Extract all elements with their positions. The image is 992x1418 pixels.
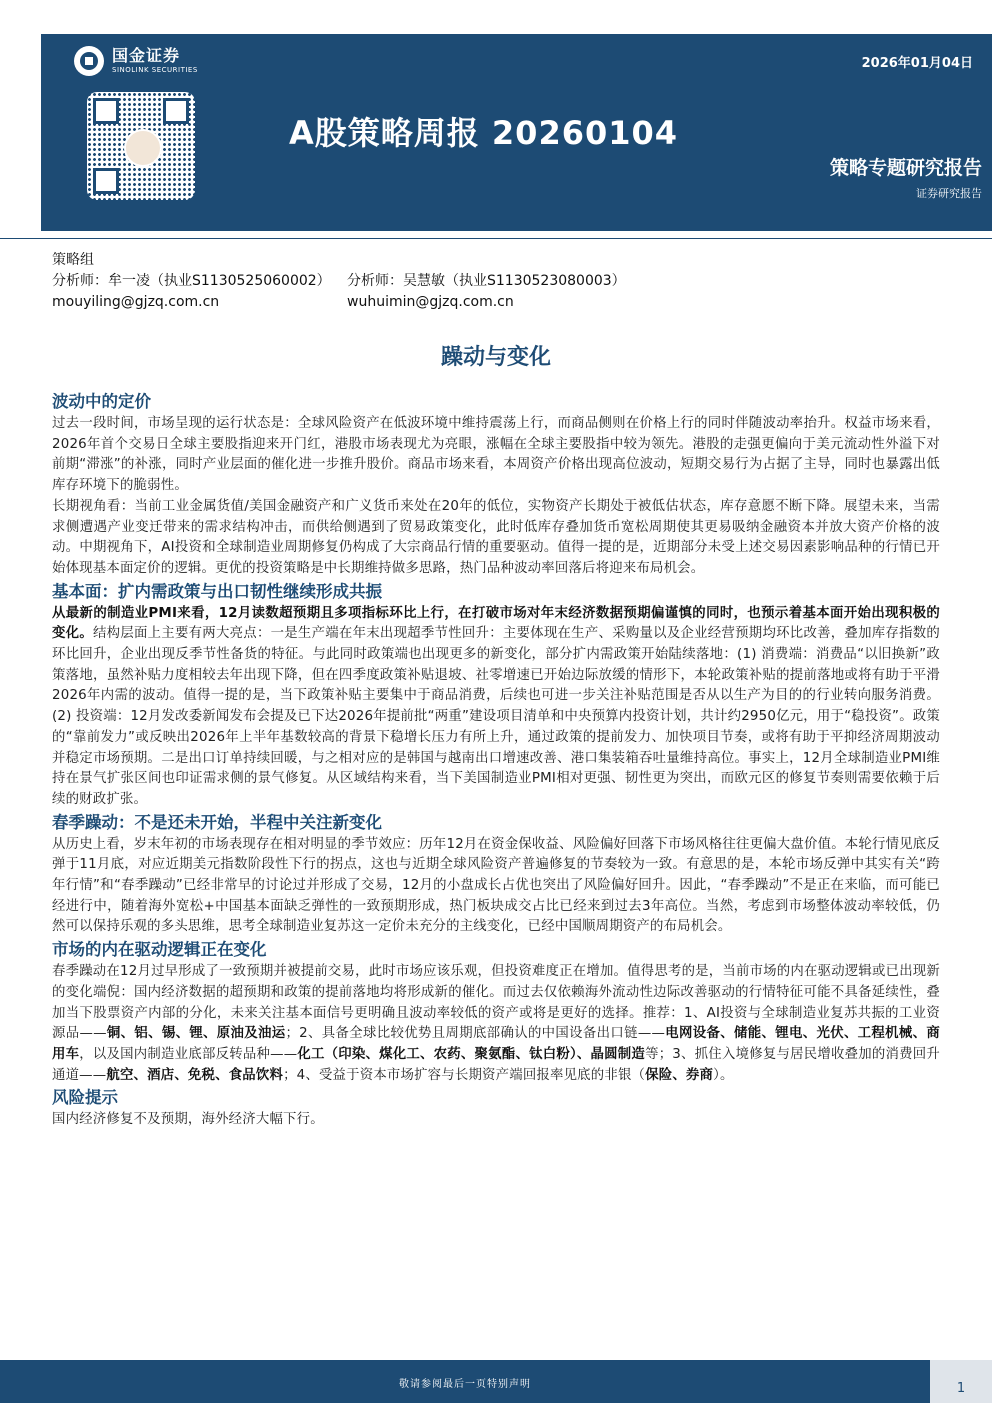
page-number: 1 xyxy=(930,1360,992,1403)
paragraph: 从历史上看，岁末年初的市场表现存在相对明显的季节效应：历年12月在资金保收益、风险偏好回落下市场风格往往更偏大盘价值。本轮行情见底反弹于11月底，对应近期美元指数阶段性下行的拐点，这也与近期全球风险资产普遍修复的节奏较为一致。有意思的是，本轮市场反弹中其实有关“跨年行情”和“春季躁动”已经非常早的讨论过并形成了交易，12月的小盘成长占优也突出了风险偏好回升。因此，“春季躁动”不是正在来临，而可能已经进行中，随着海外宽松+中国基本面缺乏弹性的一致预期形成，热门板块成交占比已经来到过去3年高位。当然，考虑到市场整体波动率较低，仍然可以保持乐观的多头思维，思考全球制造业复苏这一定价未充分的主线变化，已经中国顺周期资产的布局机会。 xyxy=(52,836,940,935)
analyst-1-name: 分析师：牟一凌（执业S1130525060002） xyxy=(52,273,331,289)
report-header xyxy=(41,34,992,231)
divider xyxy=(0,238,992,239)
paragraph: 长期视角看：当前工业金属货值/美国金融资产和广义货币来处在20年的低位，实物资产长期处于被低估状态，库存意愿不断下降。展望未来，当需求侧遭遇产业变迁带来的需求结构冲击，而供给侧遇到了贸易政策变化，此时低库存叠加货币宽松周期使其更易吸纳金融资本并放大资产价格的波动。中期视角下，AI投资和全球制造业周期修复仍构成了大宗商品行情的重要驱动。值得一提的是，近期部分未受上述交易因素影响品种的行情已开始体现基本面定价的逻辑。更优的投资策略是中长期维持做多思路，热门品种波动率回落后将迎来布局机会。 xyxy=(52,498,940,576)
bold-lead: 从最新的制造业PMI来看，12月读数超预期且多项指标环比上行，在打破市场对年末经济数据预期偏谨慎的同时，也预示着基本面开始出现积极的变化。 xyxy=(52,605,940,642)
paragraph-text: ；2、具备全球比较优势且周期底部确认的中国设备出口链—— xyxy=(285,1026,666,1042)
paragraph-text: 等；3、抓住入境修复与居民增收叠加的消费回升通道—— xyxy=(52,1046,941,1083)
qr-logo-icon xyxy=(124,129,162,167)
paragraph: 过去一段时间，市场呈现的运行状态是：全球风险资产在低波环境中维持震荡上行，而商品侧则在价格上行的同时伴随波动率抬升。权益市场来看，2026年首个交易日全球主要股指迎来开门红，港股市场表现尤为亮眼，涨幅在全球主要股指中较为领先。港股的走强更偏向于美元流动性外溢下对前期“滞涨”的补涨，同时产业层面的催化进一步推升股价。商品市场来看，本周资产价格出现高位波动，短期交易行为占据了主导，同时也暴露出低库存环境下的脆弱性。 xyxy=(52,416,940,494)
logo-icon xyxy=(74,46,104,76)
section-heading: 市场的内在驱动逻辑正在变化 xyxy=(52,940,267,960)
paragraph-text: ；4、受益于资本市场扩容与长期资产端回报率见底的非银（ xyxy=(283,1067,646,1083)
paragraph xyxy=(52,962,940,1086)
bold-keyword: 保险、券商 xyxy=(645,1067,714,1083)
page-footer xyxy=(0,1360,992,1403)
paragraph: 国内经济修复不及预期，海外经济大幅下行。 xyxy=(52,1112,324,1128)
bold-keyword: 电网设备、储能、锂电、光伏、工程机械、商用车 xyxy=(52,1026,941,1062)
report-title: A股策略周报 20260104 xyxy=(289,114,679,152)
section-heading: 波动中的定价 xyxy=(52,392,151,411)
section-heading: 风险提示 xyxy=(52,1088,118,1108)
qr-corner-icon xyxy=(93,98,119,124)
paragraph-text: 春季躁动在12月过早形成了一致预期并被提前交易，此时市场应该乐观，但投资难度正在增加。值得思考的是，当前市场的内在驱动逻辑或已出现新的变化端倪：国内经济数据的超预期和政策的提前落地均将形成新的催化。而过去仅依赖海外流动性边际改善驱动的行情特征可能不具备延续性，叠加当下股票资产内部的分化，未来关注基本面信号更明确且波动率较低的资产或将是更好的选择。推荐：1、AI投资与全球制造业复苏共振的工业资源品—— xyxy=(52,964,940,1042)
bold-keyword: 航空、酒店、免税、食品饮料 xyxy=(106,1067,284,1083)
footer-disclaimer: 敬请参阅最后一页特别声明 xyxy=(399,1379,531,1390)
company-logo xyxy=(74,46,198,76)
section-heading: 基本面：扩内需政策与出口韧性继续形成共振 xyxy=(52,581,382,601)
logo-cn-text: 国金证券 xyxy=(112,46,181,65)
analyst-info xyxy=(52,250,626,313)
analyst-2-name: 分析师：吴慧敏（执业S1130523080003） xyxy=(347,273,626,289)
analyst-1-email[interactable]: mouyiling@gjzq.com.cn xyxy=(52,294,220,310)
qr-corner-icon xyxy=(163,98,189,124)
paragraph-text: ）。 xyxy=(713,1067,734,1083)
qr-code xyxy=(87,92,195,200)
report-date: 2026年01月04日 xyxy=(861,56,973,71)
paragraph-text: 结构层面上主要有两大亮点：一是生产端在年末出现超季节性回升：主要体现在生产、采购量以及企业经营预期均环比改善，叠加库存指数的环比回升，企业出现反季节性备货的特征。与此同时政策端也出现更多的新变化，部分扩内需政策开始陆续落地：(1) 消费端：消费品“以旧换新”政策落地，虽然补贴力度相较去年出现下降，但在四季度政策补贴退坡、社零增速已开始边际放缓的情形下，本轮政策补贴的提前落地或将有助于平滑2026年内需的波动。值得一提的是，当下政策补贴主要集中于商品消费，后续也可进一步关注补贴范围是否从以生产为目的的行业转向服务消费。(2) 投资端：12月发改委新闻发布会提及已下达2026年提前批“两重”建设项目清单和中央预算内投资计划，共计约2950亿元，用于“稳投资”。政策的“靠前发力”或反映出2026年上半年基数较高的背景下稳增长压力有所上升，通过政策的提前发力、加快项目节奏，或将有助于平抑经济周期波动并稳定市场预期。二是出口订单持续回暖，与之相对应的是韩国与越南出口增速改善、港口集装箱吞吐量维持高位。事实上，12月全球制造业PMI维持在景气扩张区间也印证需求侧的景气修复。从区域结构来看，当下美国制造业PMI相对更强、韧性更为突出，而欧元区的修复节奏则需要依赖于后续的财政扩张。 xyxy=(52,626,940,807)
paragraph xyxy=(52,604,940,811)
bold-keyword: 铜、铝、锡、锂、原油及油运 xyxy=(106,1026,286,1042)
report-type: 策略专题研究报告 xyxy=(829,157,982,179)
logo-en-text: SINOLINK SECURITIES xyxy=(112,66,198,74)
report-body xyxy=(52,390,940,1131)
paragraph-text: ，以及国内制造业底部反转品种—— xyxy=(79,1046,298,1062)
main-title: 躁动与变化 xyxy=(440,345,551,370)
bold-keyword: 化工（印染、煤化工、农药、聚氨酯、钛白粉）、晶圆制造 xyxy=(297,1046,646,1062)
qr-corner-icon xyxy=(93,168,119,194)
analyst-group: 策略组 xyxy=(52,252,94,268)
analyst-2-email[interactable]: wuhuimin@gjzq.com.cn xyxy=(347,294,514,310)
section-heading: 春季躁动：不是还未开始，半程中关注新变化 xyxy=(52,812,382,832)
report-subtype: 证券研究报告 xyxy=(916,187,982,200)
